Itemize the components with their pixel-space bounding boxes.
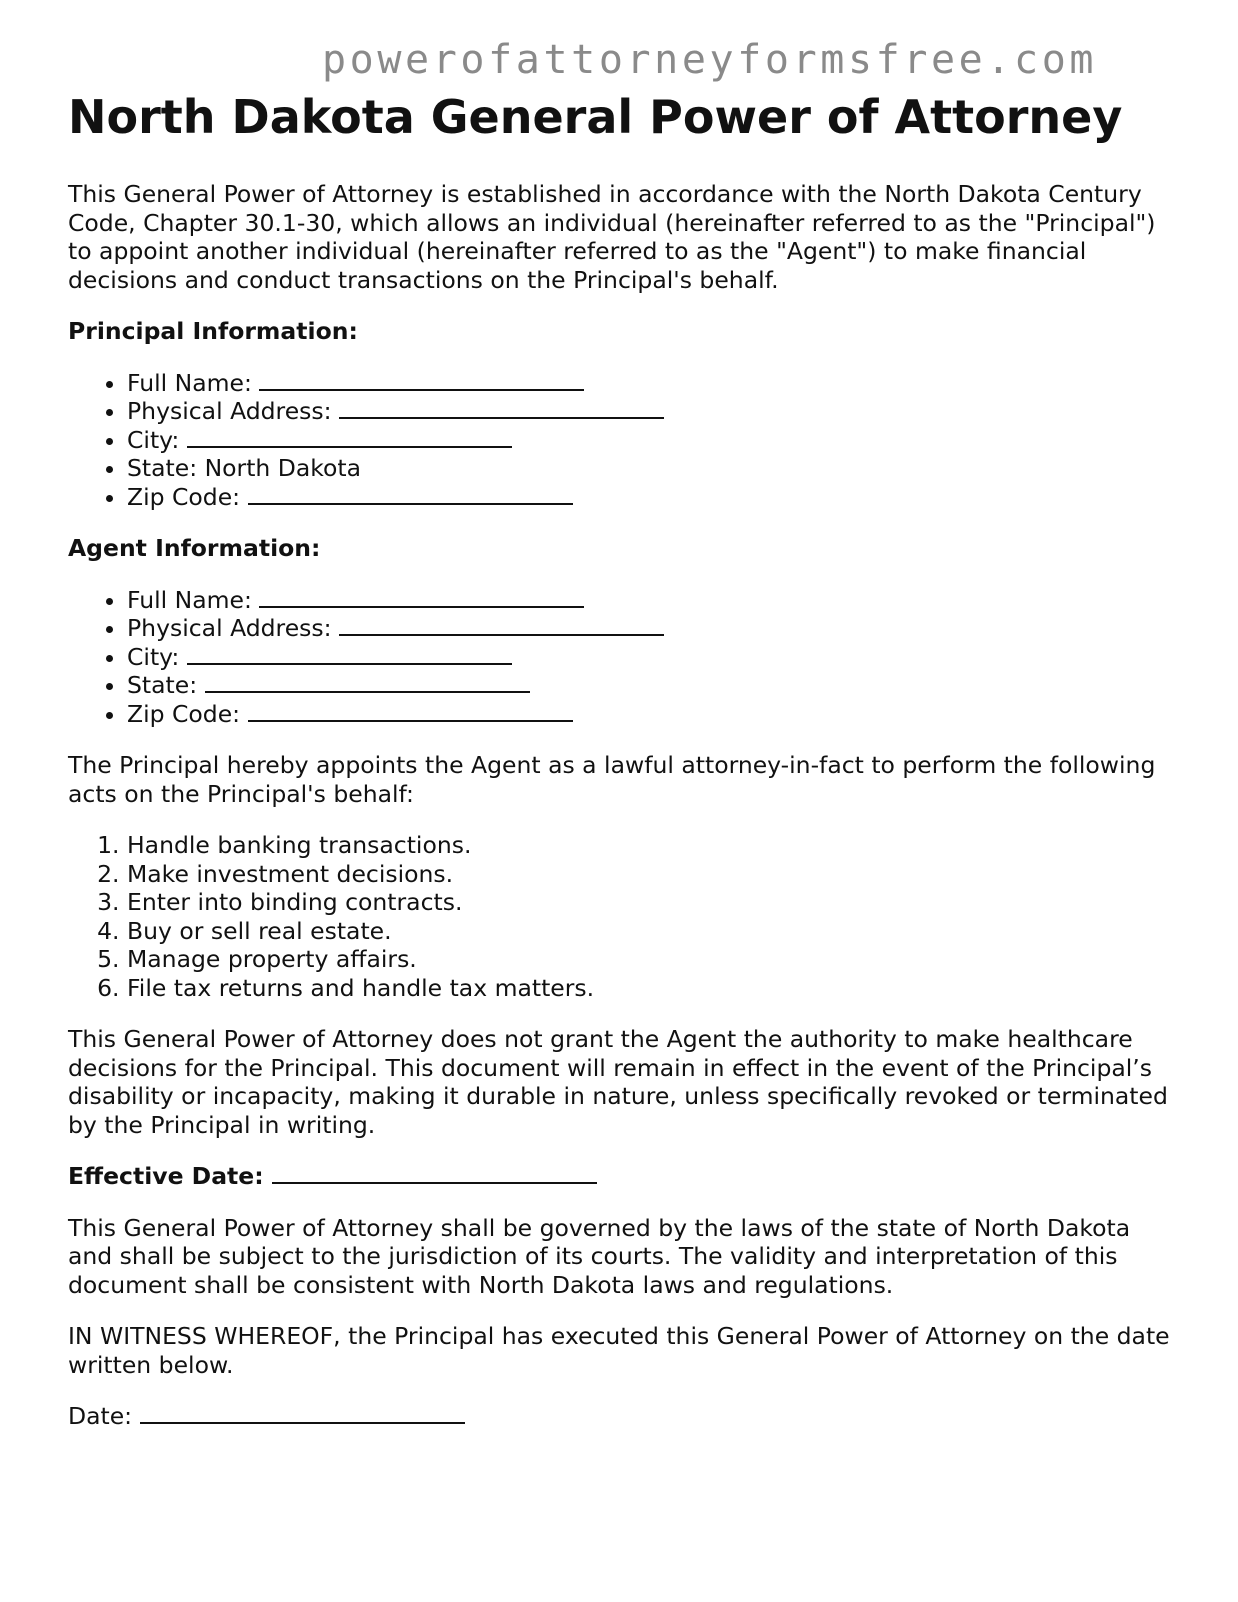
principal-city: [127, 426, 1178, 455]
principal-heading: Principal Information:: [68, 317, 358, 345]
field-label: Full Name:: [127, 585, 260, 614]
agent-fields: [68, 586, 1178, 729]
principal-fields: [68, 369, 1178, 512]
agent-full-name: [127, 586, 1178, 615]
effective-date: [68, 1162, 1178, 1191]
date-label: Date:: [68, 1402, 140, 1430]
governing-law-paragraph: This General Power of Attorney shall be governed by the laws of the state of North Dakota and shall be subject to the jurisdiction of its courts. The validity and interpretation of this document shall be consistent with North Dakota laws and regulations.: [68, 1213, 1131, 1299]
intro-paragraph: This General Power of Attorney is established in accordance with the North Dakota Century Code, Chapter 30.1-30, which allows an individual (hereinafter referred to as the "Principal") to appoint another individual (hereinafter referred to as the "Agent") to make financial decisions and conduct transactions on the Principal's behalf.: [68, 180, 1156, 294]
power-item: 4. Buy or sell real estate.: [127, 917, 1178, 946]
field-label: City:: [127, 425, 187, 454]
power-item: 2. Make investment decisions.: [127, 860, 1178, 889]
document-body: [68, 88, 1178, 1454]
power-item: 3. Enter into binding contracts.: [127, 888, 1178, 917]
agent-zip-code-blank[interactable]: [248, 700, 573, 722]
field-label: Zip Code:: [127, 482, 248, 511]
field-label: Full Name:: [127, 368, 260, 397]
agent-full-name-blank[interactable]: [259, 586, 584, 608]
power-item: 5. Manage property affairs.: [127, 945, 1178, 974]
witness-paragraph: IN WITNESS WHEREOF, the Principal has executed this General Power of Attorney on the date written below.: [68, 1322, 1170, 1379]
agent-city: [127, 643, 1178, 672]
principal-physical-address: [127, 397, 1178, 426]
power-item: 6. File tax returns and handle tax matters.: [127, 974, 1178, 1003]
agent-state: [127, 671, 1178, 700]
effective-date-blank[interactable]: [272, 1162, 597, 1184]
agent-zip-code: [127, 700, 1178, 729]
principal-city-blank[interactable]: [187, 426, 512, 448]
agent-heading: Agent Information:: [68, 534, 321, 562]
field-label: Physical Address:: [127, 614, 340, 642]
field-label: Physical Address:: [127, 397, 340, 425]
limitation-paragraph: This General Power of Attorney does not grant the Agent the authority to make healthcare decisions for the Principal. This document will remain in effect in the event of the Principal’s disability or incapacity, making it durable in nature, unless specifically revoked or terminated by the Principal in writing.: [68, 1025, 1168, 1139]
principal-physical-address-blank[interactable]: [339, 397, 664, 419]
field-label: State:: [127, 671, 205, 699]
principal-state: [127, 454, 1178, 483]
page-title: North Dakota General Power of Attorney: [68, 90, 1123, 144]
date-blank[interactable]: [140, 1402, 465, 1424]
field-label: State: North Dakota: [127, 454, 362, 482]
agent-city-blank[interactable]: [187, 643, 512, 665]
agent-physical-address: [127, 614, 1178, 643]
power-item: 1. Handle banking transactions.: [127, 831, 1178, 860]
watermark: powerofattorneyformsfree.com: [322, 37, 1098, 83]
effective-date-label: Effective Date:: [68, 1162, 272, 1190]
principal-full-name: [127, 369, 1178, 398]
appointment-paragraph: The Principal hereby appoints the Agent as a lawful attorney-in-fact to perform the following acts on the Principal's behalf:: [68, 751, 1156, 808]
field-label: City:: [127, 642, 187, 671]
agent-physical-address-blank[interactable]: [339, 614, 664, 636]
principal-full-name-blank[interactable]: [259, 369, 584, 391]
principal-zip-code-blank[interactable]: [248, 483, 573, 505]
agent-state-blank[interactable]: [205, 671, 530, 693]
signature-date: [68, 1402, 1178, 1431]
principal-zip-code: [127, 483, 1178, 512]
field-label: Zip Code:: [127, 699, 248, 728]
powers-list: [68, 831, 1178, 1002]
